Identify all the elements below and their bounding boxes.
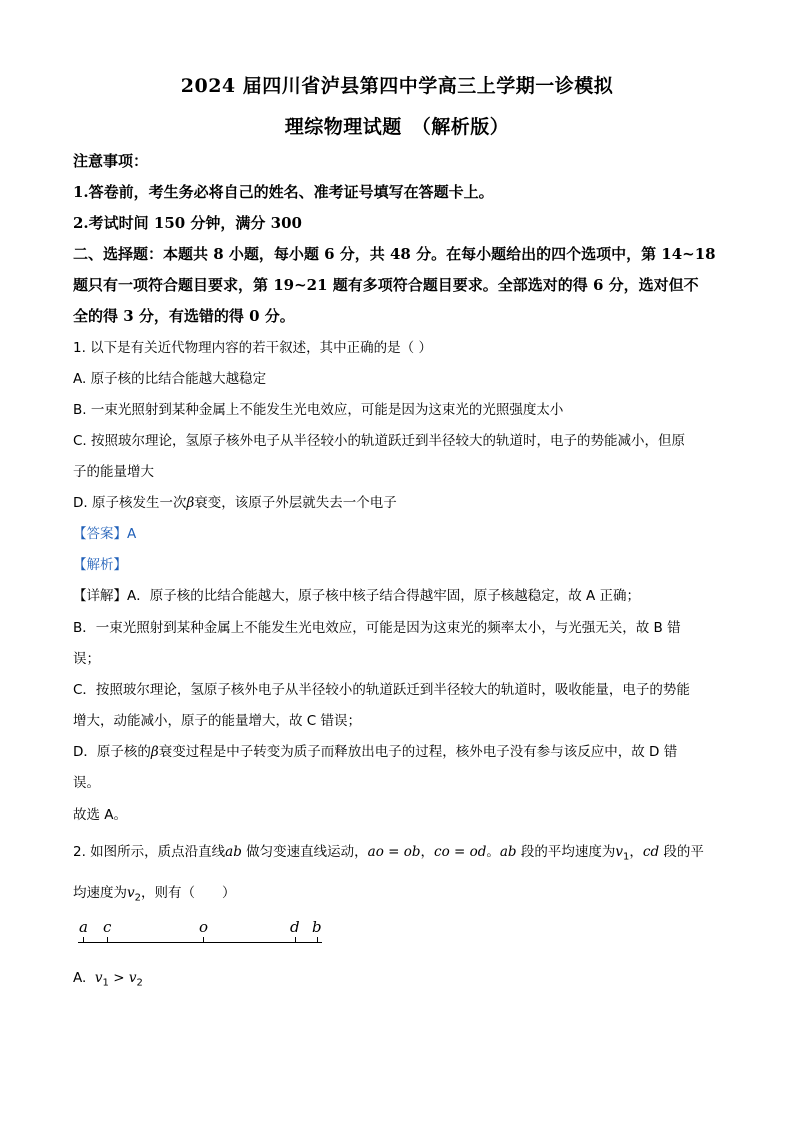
notice-item-1: 1.答卷前，考生务必将自己的姓名、准考证号填写在答题卡上。	[73, 183, 494, 201]
subscript-1: 1	[623, 851, 630, 863]
q2-line2-post: ，则有（ ）	[141, 885, 236, 901]
separator: ，	[420, 844, 435, 860]
point-label-a: a	[79, 918, 88, 936]
section-instruction-line-1: 二、选择题：本题共 8 小题，每小题 6 分，共 48 分。在每小题给出的四个选项中，第 14~18	[73, 245, 716, 263]
line-segment-diagram	[70, 918, 340, 958]
equation-co-od: co = od	[434, 844, 487, 860]
q1-detail-c-line-1: C．按照玻尔理论，氢原子核外电子从半径较小的轨道跃迁到半径较大的轨道时，吸收能量，电子的势能	[73, 682, 690, 698]
q1-detail-d-line-2: 误。	[73, 775, 100, 791]
q1-stem: 1. 以下是有关近代物理内容的若干叙述，其中正确的是（ ）	[73, 340, 432, 356]
point-label-c: c	[103, 918, 112, 936]
q2-stem-mid-4: ，	[629, 844, 643, 860]
beta-symbol: β	[150, 744, 159, 760]
q1-detail-b-line-1: B．一束光照射到某种金属上不能发生光电效应，可能是因为这束光的频率太小，与光强无关，故 B 错	[73, 620, 681, 636]
q1-analysis-tag: 【解析】	[73, 557, 127, 573]
point-label-d: d	[290, 918, 300, 936]
point-label-b: b	[312, 918, 322, 936]
q2-line2-pre: 均速度为	[73, 885, 127, 901]
q1-option-d	[73, 494, 723, 512]
tick-b	[317, 937, 318, 943]
q2-stem-pre: 2. 如图所示，质点沿直线	[73, 844, 226, 860]
equation-ao-ob: ao = ob	[367, 844, 421, 860]
q1-detail-d-post: 衰变过程是中子转变为质子而释放出电子的过程，核外电子没有参与该反应中，故 D 错	[158, 744, 678, 760]
velocity-v2: v	[128, 970, 137, 986]
q2-stem-mid-3: 段的平均速度为	[516, 844, 616, 860]
q1-detail-a-text: A．原子核的比结合能越大，原子核中核子结合得越牢固，原子核越稳定，故 A 正确；	[127, 588, 641, 604]
velocity-v1: v	[94, 970, 103, 986]
section-instruction-line-2: 题只有一项符合题目要求，第 19~21 题有多项符合题目要求。全部选对的得 6 分，选对但不	[73, 276, 699, 294]
tick-o	[203, 937, 204, 943]
q2-stem-mid-1: 做匀变速直线运动，	[241, 844, 368, 860]
q1-answer: 【答案】A	[73, 526, 137, 542]
q1-option-c-line-1: C. 按照玻尔理论，氢原子核外电子从半径较小的轨道跃迁到半径较大的轨道时，电子的势能减小，但原	[73, 433, 686, 449]
q2-option-a	[73, 969, 723, 993]
document-subtitle: 理综物理试题 （解析版）	[284, 116, 510, 138]
q1-detail-d-line-1	[73, 743, 723, 761]
segment-cd: cd	[642, 844, 660, 860]
option-a-label: A.	[73, 970, 87, 986]
greater-than: >	[108, 970, 129, 986]
subscript-2: 2	[134, 892, 142, 904]
q1-detail-b-line-2: 误；	[73, 651, 100, 667]
velocity-v2: v	[127, 885, 135, 901]
tick-a	[83, 937, 84, 943]
q1-detail-c-line-2: 增大，动能减小，原子的能量增大，故 C 错误；	[73, 713, 362, 729]
notice-heading: 注意事项：	[73, 152, 149, 170]
subscript-1: 1	[102, 977, 109, 989]
line-ab	[78, 942, 322, 943]
q2-stem-line-1	[73, 843, 723, 867]
document-title: 2024 届四川省泸县第四中学高三上学期一诊模拟	[180, 75, 614, 97]
q1-conclusion: 故选 A。	[73, 807, 128, 823]
notice-item-2: 2.考试时间 150 分钟，满分 300	[73, 214, 302, 232]
q1-option-a: A. 原子核的比结合能越大越稳定	[73, 371, 267, 387]
point-label-o: o	[199, 918, 209, 936]
tick-c	[107, 937, 108, 943]
q2-stem-end: 段的平	[659, 844, 704, 860]
velocity-v1: v	[615, 844, 624, 860]
subscript-2: 2	[136, 977, 143, 989]
section-instruction-line-3: 全的得 3 分，有选错的得 0 分。	[73, 307, 295, 325]
segment-ab: ab	[499, 844, 517, 860]
segment-ab: ab	[225, 844, 242, 860]
q1-detail-a	[73, 587, 723, 605]
q2-stem-line-2	[73, 884, 723, 908]
q1-detail-tag: 【详解】	[73, 588, 127, 604]
q1-option-d-text-pre: D. 原子核发生一次	[73, 495, 187, 511]
beta-symbol: β	[186, 495, 195, 511]
q1-option-c-line-2: 子的能量增大	[73, 464, 154, 480]
q2-stem-mid-2: 。	[486, 844, 500, 860]
q1-option-b: B. 一束光照射到某种金属上不能发生光电效应，可能是因为这束光的光照强度太小	[73, 402, 564, 418]
tick-d	[295, 937, 296, 943]
q1-detail-d-pre: D．原子核的	[73, 744, 151, 760]
q1-option-d-text-post: 衰变，该原子外层就失去一个电子	[194, 495, 397, 511]
